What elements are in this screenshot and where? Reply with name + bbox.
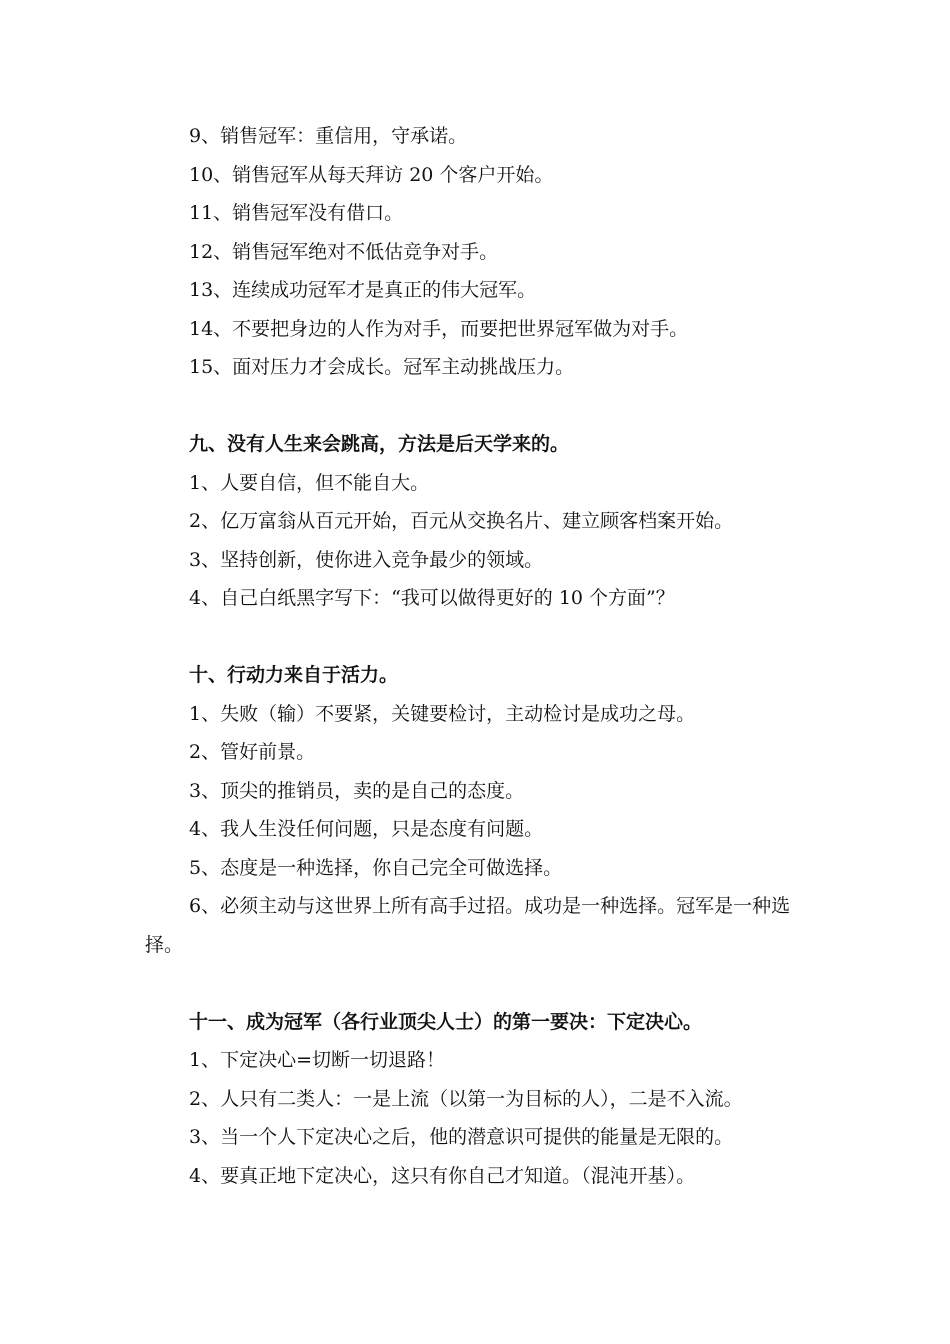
section-heading: 十一、成为冠军（各行业顶尖人士）的第一要决：下定决心。 bbox=[189, 1010, 703, 1033]
list-item: 4、自己白纸黑字写下：“我可以做得更好的 10 个方面”？ bbox=[189, 587, 675, 609]
list-item: 1、下定决心=切断一切退路！ bbox=[189, 1049, 446, 1071]
section-heading: 九、没有人生来会跳高，方法是后天学来的。 bbox=[189, 433, 570, 455]
section-11 bbox=[145, 1003, 825, 1196]
list-item: 1、失败（输）不要紧，关键要检讨，主动检讨是成功之母。 bbox=[189, 702, 696, 725]
section-9 bbox=[145, 425, 825, 618]
list-item: 15、面对压力才会成长。冠军主动挑战压力。 bbox=[189, 356, 575, 378]
list-item: 13、连续成功冠军才是真正的伟大冠军。 bbox=[189, 279, 537, 301]
list-item: 1、人要自信，但不能自大。 bbox=[189, 471, 430, 494]
section-gap bbox=[145, 964, 825, 1003]
section-8-list bbox=[145, 117, 825, 387]
list-item: 11、销售冠军没有借口。 bbox=[189, 202, 404, 224]
list-item: 14、不要把身边的人作为对手，而要把世界冠军做为对手。 bbox=[189, 317, 689, 340]
document-page bbox=[145, 117, 825, 1195]
list-item: 5、态度是一种选择，你自己完全可做选择。 bbox=[189, 856, 563, 879]
list-item: 3、顶尖的推销员，卖的是自己的态度。 bbox=[189, 779, 525, 802]
list-item: 2、人只有二类人：一是上流（以第一为目标的人），二是不入流。 bbox=[189, 1087, 743, 1110]
list-item: 4、我人生没任何问题，只是态度有问题。 bbox=[189, 818, 544, 840]
list-item: 3、当一个人下定决心之后，他的潜意识可提供的能量是无限的。 bbox=[189, 1126, 734, 1148]
list-item: 2、管好前景。 bbox=[189, 741, 316, 763]
list-item: 4、要真正地下定决心，这只有你自己才知道。（混沌开基）。 bbox=[189, 1164, 696, 1187]
list-item: 9、销售冠军：重信用，守承诺。 bbox=[189, 125, 468, 147]
section-gap bbox=[145, 387, 825, 426]
list-item: 2、亿万富翁从百元开始，百元从交换名片、建立顾客档案开始。 bbox=[189, 510, 734, 532]
list-item: 10、销售冠军从每天拜访 20 个客户开始。 bbox=[189, 163, 554, 186]
section-10 bbox=[145, 656, 825, 964]
section-gap bbox=[145, 618, 825, 657]
list-item: 6、必须主动与这世界上所有高手过招。成功是一种选择。冠军是一种选择。 bbox=[145, 895, 791, 956]
list-item: 3、坚持创新，使你进入竞争最少的领域。 bbox=[189, 548, 544, 571]
list-item: 12、销售冠军绝对不低估竞争对手。 bbox=[189, 240, 499, 263]
section-heading: 十、行动力来自于活力。 bbox=[189, 664, 399, 686]
